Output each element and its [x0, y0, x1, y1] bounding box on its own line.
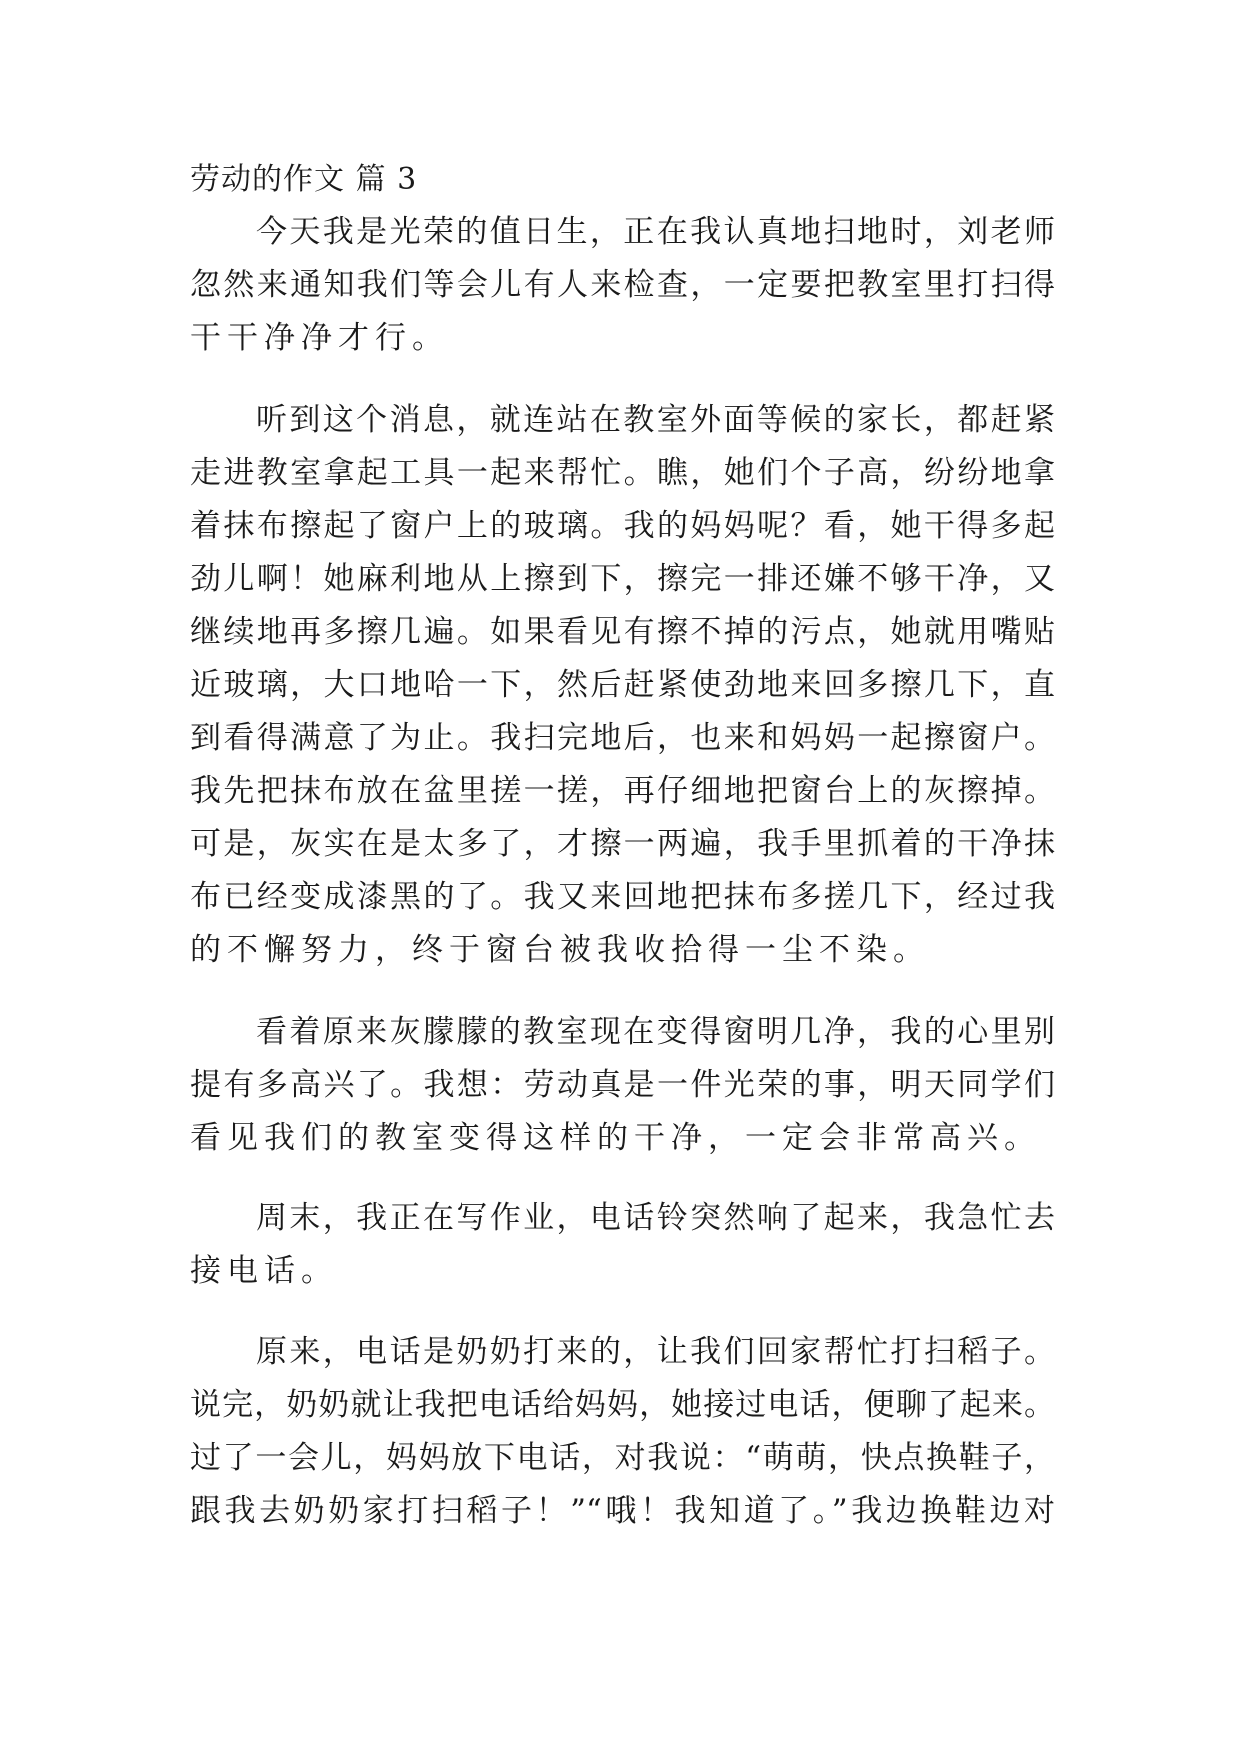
paragraph-line: 提有多高兴了。我想：劳动真是一件光荣的事，明天同学们 [190, 1067, 1055, 1103]
paragraph-line: 到看得满意了为止。我扫完地后，也来和妈妈一起擦窗户。 [190, 720, 1055, 756]
paragraph-line: 布已经变成漆黑的了。我又来回地把抹布多搓几下，经过我 [190, 879, 1055, 915]
paragraph-line: 说完，奶奶就让我把电话给妈妈，她接过电话，便聊了起来。 [190, 1387, 1055, 1423]
paragraph-line: 接电话。 [190, 1253, 338, 1289]
paragraph-line: 听到这个消息，就连站在教室外面等候的家长，都赶紧 [256, 402, 1055, 438]
paragraph-line: 原来，电话是奶奶打来的，让我们回家帮忙打扫稻子。 [256, 1334, 1055, 1370]
paragraph-line: 着抹布擦起了窗户上的玻璃。我的妈妈呢？看，她干得多起 [190, 508, 1055, 544]
paragraph-line: 干干净净才行。 [190, 320, 449, 356]
paragraph-line: 今天我是光荣的值日生，正在我认真地扫地时，刘老师 [256, 214, 1055, 250]
essay-title: 劳动的作文 篇 3 [190, 162, 418, 197]
paragraph-line: 看见我们的教室变得这样的干净，一定会非常高兴。 [190, 1120, 1041, 1156]
paragraph-line: 跟我去奶奶家打扫稻子！”“哦！我知道了。”我边换鞋边对 [190, 1493, 1055, 1529]
paragraph-line: 忽然来通知我们等会儿有人来检查，一定要把教室里打扫得 [190, 267, 1055, 303]
paragraph-line: 近玻璃，大口地哈一下，然后赶紧使劲地来回多擦几下，直 [190, 667, 1055, 703]
paragraph-line: 看着原来灰朦朦的教室现在变得窗明几净，我的心里别 [256, 1014, 1055, 1050]
paragraph-line: 我先把抹布放在盆里搓一搓，再仔细地把窗台上的灰擦掉。 [190, 773, 1055, 809]
paragraph-line: 走进教室拿起工具一起来帮忙。瞧，她们个子高，纷纷地拿 [190, 455, 1055, 491]
paragraph-line: 可是，灰实在是太多了，才擦一两遍，我手里抓着的干净抹 [190, 826, 1055, 862]
paragraph-line: 劲儿啊！她麻利地从上擦到下，擦完一排还嫌不够干净，又 [190, 561, 1055, 597]
paragraph-line: 周末，我正在写作业，电话铃突然响了起来，我急忙去 [256, 1200, 1055, 1236]
paragraph-line: 继续地再多擦几遍。如果看见有擦不掉的污点，她就用嘴贴 [190, 614, 1055, 650]
paragraph-line: 的不懈努力，终于窗台被我收拾得一尘不染。 [190, 932, 930, 968]
paragraph-line: 过了一会儿，妈妈放下电话，对我说：“萌萌，快点换鞋子， [190, 1440, 1055, 1476]
